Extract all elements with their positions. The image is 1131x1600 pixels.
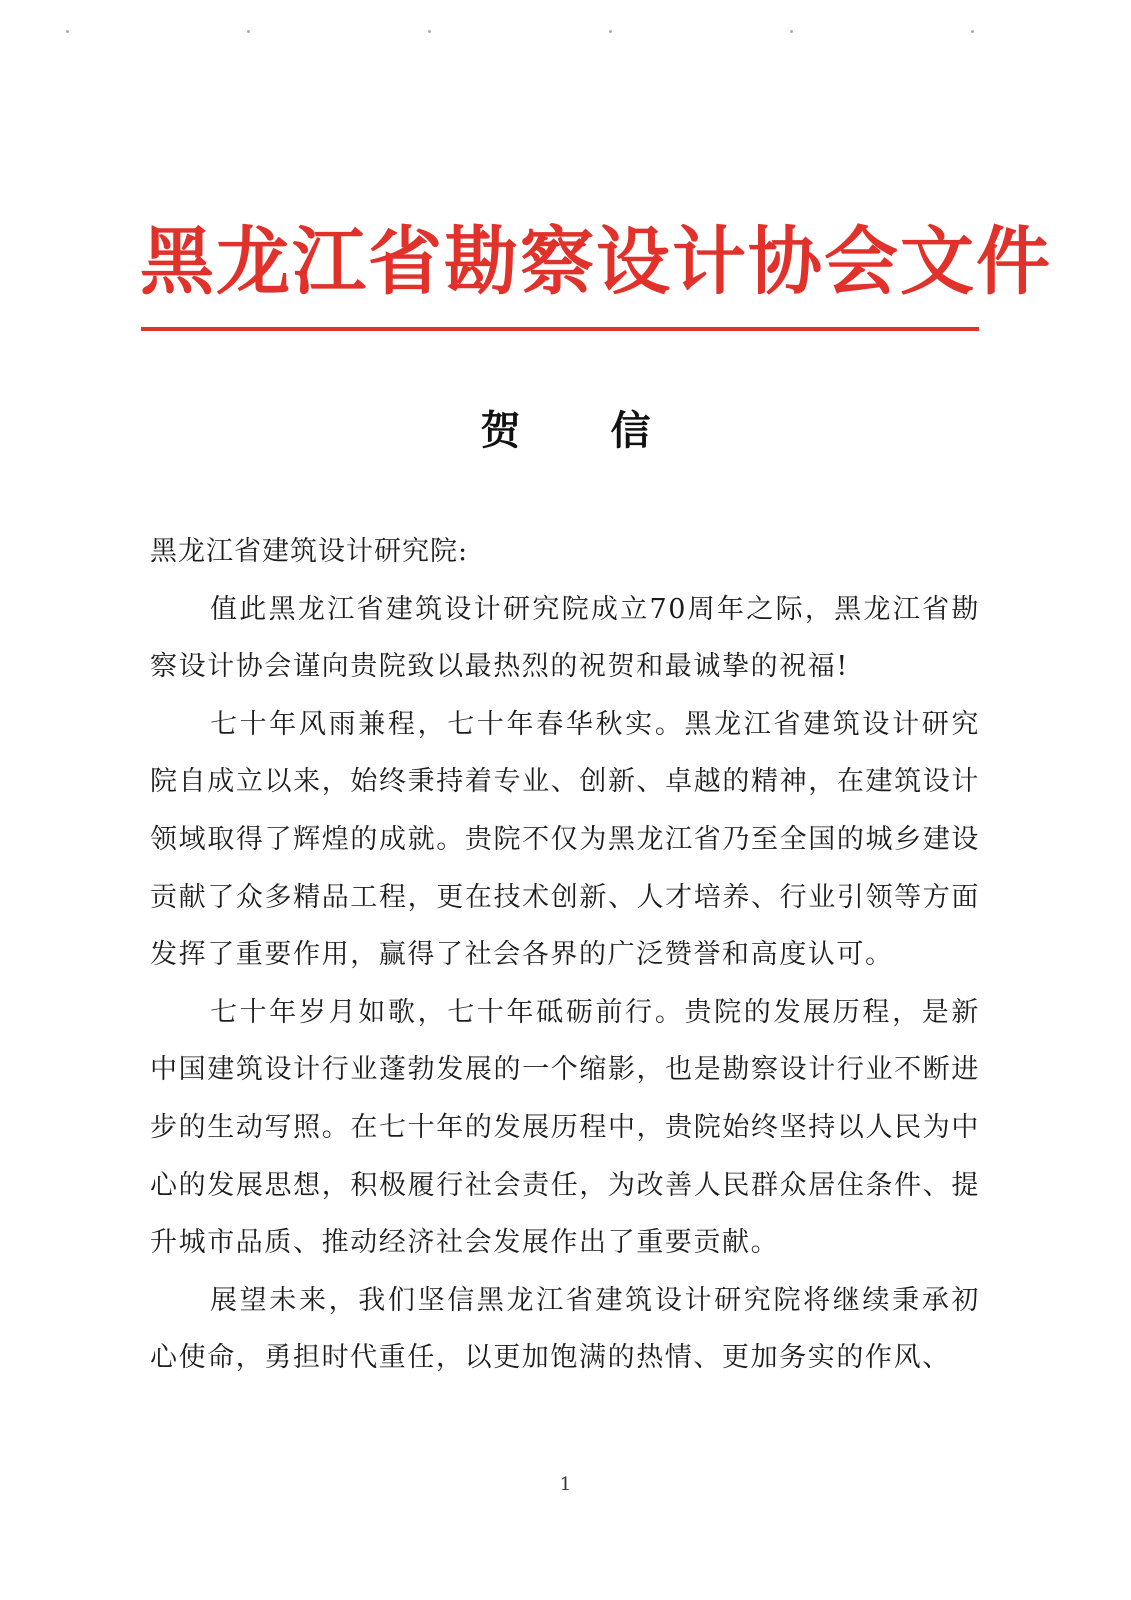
paragraph: 展望未来，我们坚信黑龙江省建筑设计研究院将继续秉承初心使命，勇担时代重任，以更加饱满的热情、更加务实的作风、 bbox=[150, 1284, 980, 1374]
scan-dot bbox=[790, 30, 793, 33]
document-title: 贺 信 bbox=[480, 407, 689, 454]
paragraph: 值此黑龙江省建筑设计研究院成立70周年之际，黑龙江省勘察设计协会谨向贵院致以最热烈的祝贺和最诚挚的祝福! bbox=[150, 593, 980, 683]
scan-dot bbox=[971, 30, 974, 33]
letter-body bbox=[150, 523, 980, 1387]
paragraph: 七十年岁月如歌，七十年砥砺前行。贵院的发展历程，是新中国建筑设计行业蓬勃发展的一个缩影，也是勘察设计行业不断进步的生动写照。在七十年的发展历程中，贵院始终坚持以人民为中心的发展思想，积极履行社会责任，为改善人民群众居住条件、提升城市品质、推动经济社会发展作出了重要贡献。 bbox=[150, 996, 980, 1259]
letterhead-title: 黑龙江省勘察设计协会文件 bbox=[140, 219, 1052, 305]
scan-artifacts bbox=[0, 30, 1131, 36]
scan-dot bbox=[428, 30, 431, 33]
scan-dot bbox=[609, 30, 612, 33]
letterhead-divider bbox=[141, 327, 979, 331]
scan-dot bbox=[247, 30, 250, 33]
scan-dot bbox=[66, 30, 69, 33]
salutation: 黑龙江省建筑设计研究院: bbox=[150, 536, 469, 567]
paragraph: 七十年风雨兼程，七十年春华秋实。黑龙江省建筑设计研究院自成立以来，始终秉持着专业、创新、卓越的精神，在建筑设计领域取得了辉煌的成就。贵院不仅为黑龙江省乃至全国的城乡建设贡献了众多精品工程，更在技术创新、人才培养、行业引领等方面发挥了重要作用，赢得了社会各界的广泛赞誉和高度认可。 bbox=[150, 708, 980, 971]
page-number: 1 bbox=[559, 1474, 572, 1495]
